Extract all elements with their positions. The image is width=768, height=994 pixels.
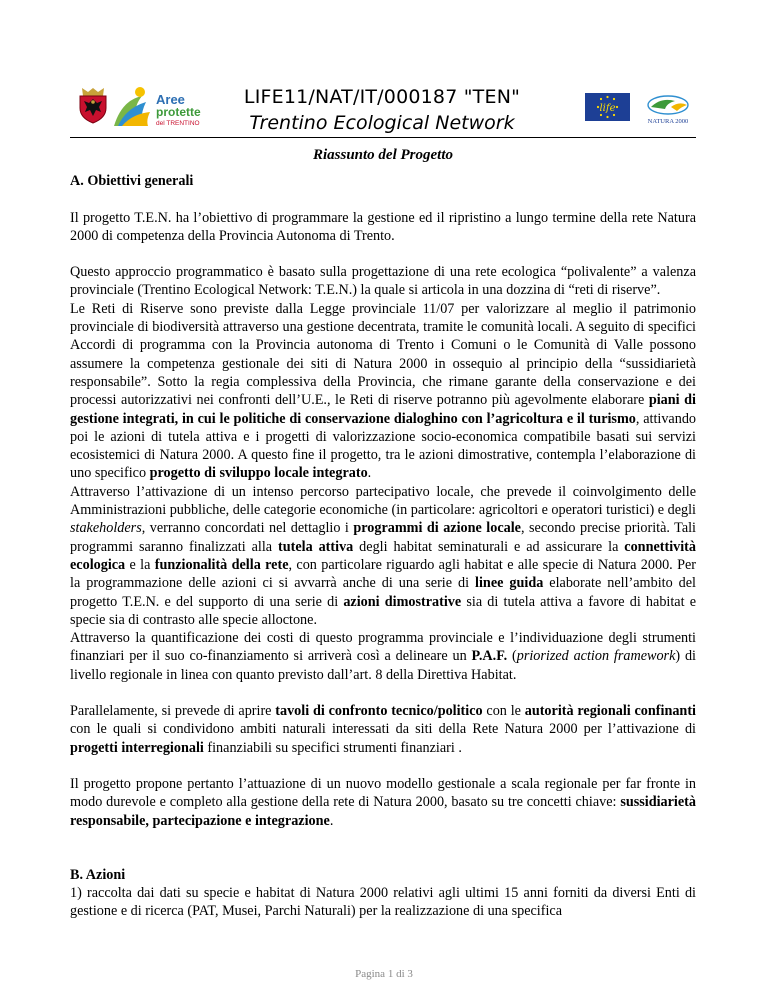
bold-run: azioni dimostrative	[343, 593, 462, 610]
life-logo-icon	[585, 93, 630, 121]
section-a-paragraph-2c	[70, 483, 696, 629]
aree-logo-line2: protette	[156, 105, 201, 119]
text-run: Attraverso l’attivazione di un intenso percorso partecipativo locale, che prevede il coinvolgimento delle Amministrazioni pubbliche, delle categorie economiche (in particolare: agricoltori e operatori turistici) e degli	[70, 483, 696, 519]
paragraph-gap	[70, 830, 696, 848]
natura-logo-text: NATURA 2000	[647, 118, 689, 125]
text-run: , attivando poi le azioni di tutela attiva e i progetti di valorizzazione socio-economica compatibile basati sui servizi ecosistemici di Natura 2000. A questo fine il progetto, tra le azioni dimostrative, contempla l’elaborazione di uno specifico	[70, 410, 697, 482]
bold-run: linee guida	[475, 575, 544, 592]
italic-run: priorized action framework	[516, 648, 676, 665]
bold-run: funzionalità della rete	[154, 556, 289, 573]
section-a-paragraph-2a: Questo approccio programmatico è basato sulla progettazione di una rete ecologica “polivalente” a valenza provinciale (Trentino Ecological Network: T.E.N.) la quale si articola in una dozzina di “reti di riserve”.	[70, 264, 696, 299]
text-run: finanziabili su specifici strumenti finanziari .	[203, 739, 462, 756]
text-run: elaborate nell’ambito del progetto T.E.N. e del supporto di una serie di	[70, 575, 696, 610]
paragraph-gap	[70, 684, 696, 702]
bold-run: programmi di azione locale	[353, 520, 521, 537]
bold-run: progetto di sviluppo locale integrato	[149, 465, 368, 482]
text-run: Le Reti di Riserve sono previste dalla Legge provinciale 11/07 per valorizzare al meglio il patrimonio provinciale di biodiversità attraverso una gestione decentrata, tramite le comunità locali. A seguito di specifici Accordi di programma con la Provincia autonoma di Trento i Comuni o le Comunità di Valle possono assumere la competenza gestionale dei siti di Natura 2000 in ossequio al principio della “sussidiarietà responsabile”. Sotto la regia complessiva della Provincia, che rimane garante della conservazione e dei processi autorizzativi nei confronti dell’U.E., le Reti di riserve potranno più agevolmente elaborare	[70, 300, 696, 409]
bold-run: autorità regionali confinanti	[524, 703, 696, 720]
text-run: ) di livello regionale in linea con quanto previsto dall’art. 8 della Direttiva Habitat.	[70, 648, 696, 683]
section-b-heading: B. Azioni	[70, 866, 126, 883]
section-a-paragraph-4	[70, 775, 696, 830]
text-run: Attraverso la quantificazione dei costi di questo programma provinciale e l’individuazione degli strumenti finanziari per il suo co-finanziamento si arriverà così a delineare un	[70, 630, 696, 665]
text-run: degli habitat seminaturali e ad assicurare la	[353, 538, 625, 555]
text-run: con le quali si condividono ambiti naturali interessati da siti della Rete Natura 2000 per l’attivazione di	[70, 721, 696, 738]
aree-logo-line3: del TRENTINO	[156, 120, 200, 127]
bold-run: piani di gestione integrati, in cui le politiche di conservazione dialoghino con l’agricoltura e il turismo	[70, 392, 696, 427]
text-run: .	[367, 465, 372, 482]
text-run: .	[329, 812, 334, 829]
text-run: con le	[482, 703, 525, 720]
bold-run: tutela attiva	[278, 538, 354, 555]
bold-run: sussidiarietà responsabile, partecipazione e integrazione	[70, 794, 696, 829]
life-logo-text: life	[599, 103, 616, 114]
bold-run: P.A.F.	[471, 648, 508, 665]
text-run: Parallelamente, si prevede di aprire	[70, 703, 276, 720]
section-a-paragraph-1: Il progetto T.E.N. ha l’obiettivo di programmare la gestione ed il ripristino a lungo termine della rete Natura 2000 di competenza della Provincia Autonoma di Trento.	[70, 209, 696, 244]
aree-protette-logo-icon	[112, 82, 212, 132]
bold-run: progetti interregionali	[70, 739, 204, 756]
trentino-eagle-icon	[76, 84, 110, 124]
project-subtitle: Trentino Ecological Network	[249, 112, 515, 134]
section-a-paragraph-2d	[70, 629, 696, 684]
header-divider	[70, 137, 696, 138]
text-run: sia di tutela attiva a favore di habitat e specie sia di contrasto alle specie alloctone.	[70, 593, 697, 628]
section-a-heading: A. Obiettivi generali	[70, 173, 194, 190]
text-run: , con particolare riguardo agli habitat e alle specie di Natura 2000. Per la programmazione delle azioni ci si avvarrà anche di una serie di	[70, 556, 696, 592]
natura-2000-logo-icon	[637, 93, 699, 125]
page-header	[70, 78, 696, 136]
paragraph-gap	[70, 848, 696, 866]
bold-run: connettività ecologica	[70, 538, 696, 573]
document-title: Riassunto del Progetto	[312, 147, 454, 163]
text-run: , verranno concordati nel dettaglio i	[141, 520, 354, 537]
aree-logo-line1: Aree	[156, 92, 185, 107]
section-a-paragraph-3	[70, 702, 696, 757]
paragraph-gap	[70, 245, 696, 263]
bold-run: tavoli di confronto tecnico/politico	[275, 703, 483, 720]
project-code: LIFE11/NAT/IT/000187 "TEN"	[243, 86, 521, 108]
paragraph-gap	[70, 757, 696, 775]
section-b-paragraph-1: 1) raccolta dai dati su specie e habitat di Natura 2000 relativi agli ultimi 15 anni forniti da diversi Enti di gestione e di ricerca (PAT, Musei, Parchi Naturali) per la realizzazione di una specifica	[70, 885, 696, 920]
text-run: , secondo precise priorità. Tali programmi saranno finalizzati alla	[70, 520, 697, 555]
document-body	[70, 146, 696, 921]
text-run: e la	[125, 556, 155, 573]
page-footer: Pagina 1 di 3	[355, 968, 413, 980]
header-title	[232, 84, 532, 136]
section-a-paragraph-2b	[70, 300, 696, 483]
text-run: Il progetto propone pertanto l’attuazione di un nuovo modello gestionale a scala regionale per far fronte in modo durevole e completo alla gestione della rete di Natura 2000, basato su tre concetti chiave:	[70, 775, 696, 811]
italic-run: stakeholders	[70, 520, 142, 537]
text-run: (	[507, 648, 517, 665]
